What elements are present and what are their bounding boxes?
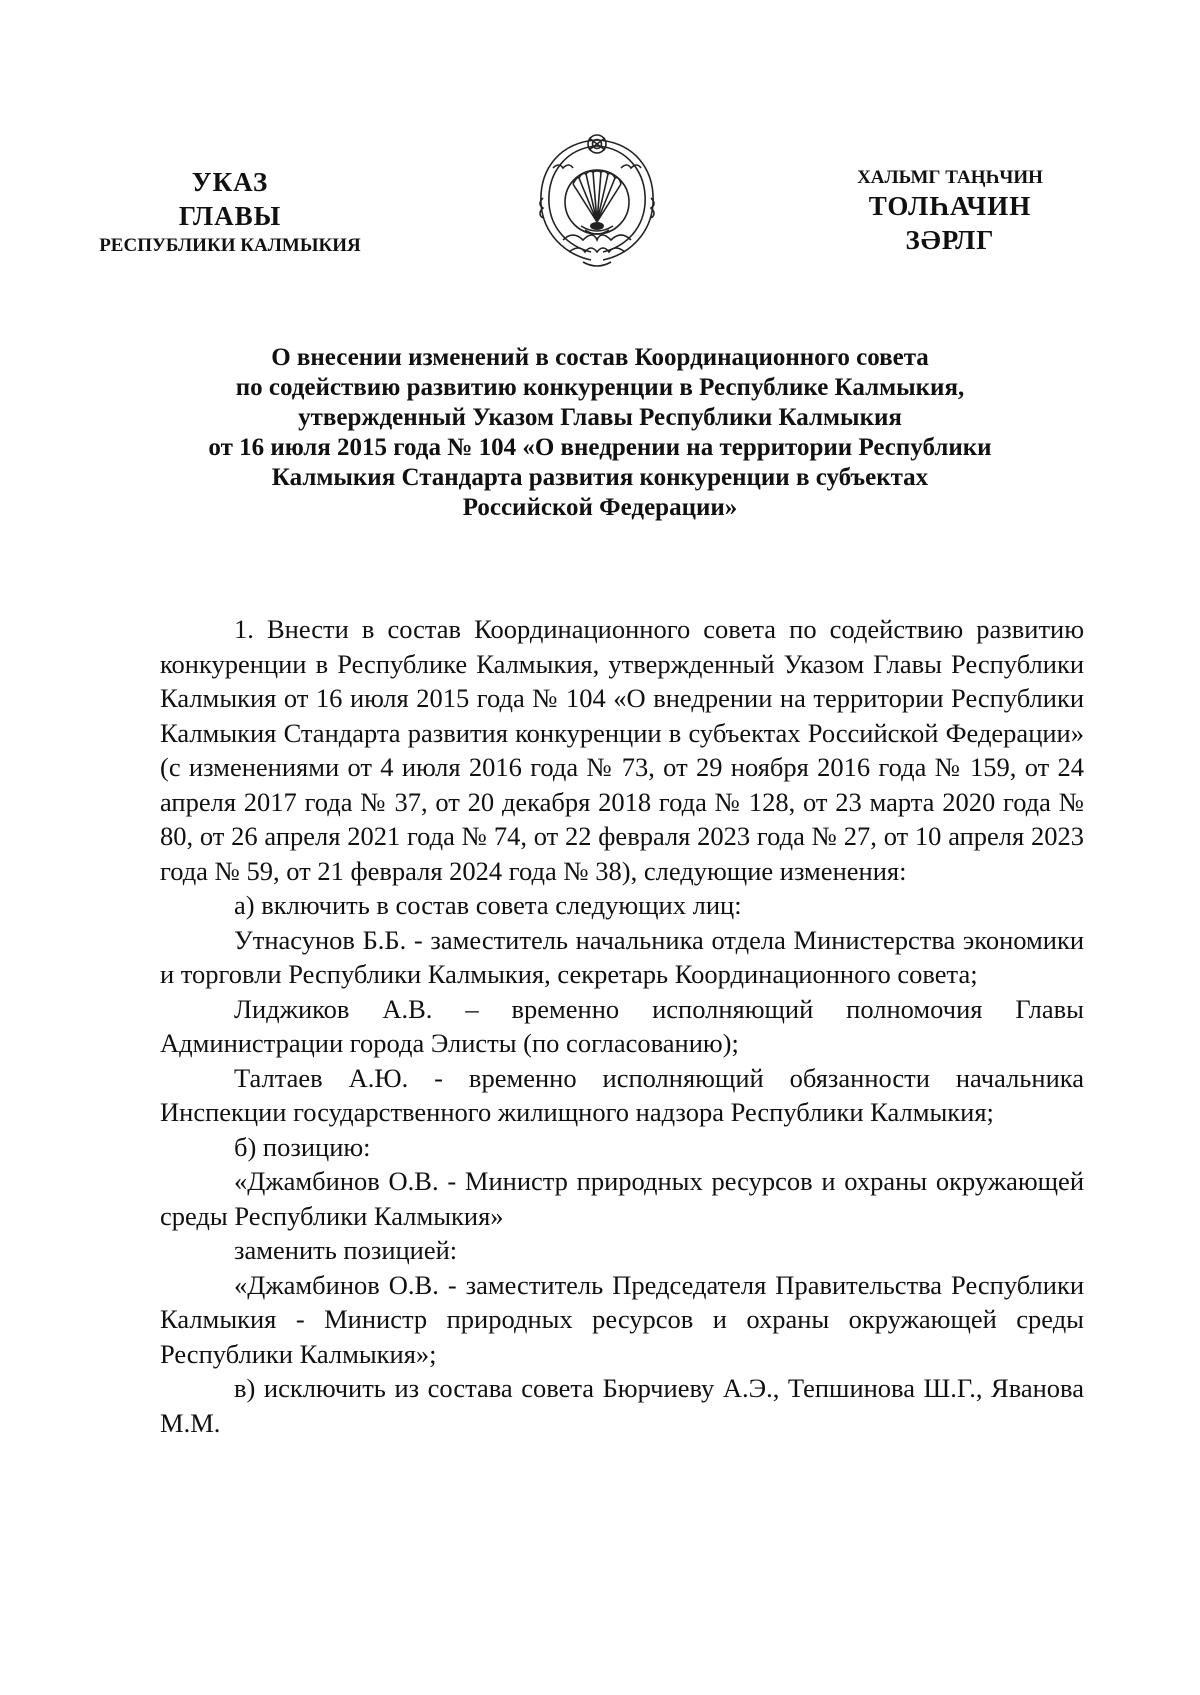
issuer-ru-line3: РЕСПУБЛИКИ КАЛМЫКИЯ: [99, 234, 361, 256]
paragraph-person-taltaev: Талтаев А.Ю. - временно исполняющий обязанности начальника Инспекции государственного жилищного надзора Республики Калмыкия;: [160, 1062, 1084, 1127]
title-line: Калмыкия Стандарта развития конкуренции в субъектах: [271, 464, 929, 491]
title-line: утвержденный Указом Главы Республики Калмыкия: [298, 404, 902, 431]
paragraph-person-utnasunov: Утнасунов Б.Б. - заместитель начальника отдела Министерства экономики и торговли Республики Калмыкия, секретарь Координационного совета;: [160, 924, 1084, 989]
title-line: О внесении изменений в состав Координационного совета: [271, 344, 929, 371]
title-line: Российской Федерации»: [462, 494, 738, 521]
issuer-russian: [70, 166, 390, 257]
title-line: по содействию развитию конкуренции в Республике Калмыкия,: [235, 374, 965, 401]
issuer-kalm-line1: ХАЛЬМГ ТАҢҺЧИН: [857, 167, 1043, 188]
issuer-ru-line1: УКАЗ: [191, 167, 269, 197]
paragraph-new-position: «Джамбинов О.В. - заместитель Председателя Правительства Республики Калмыкия - Министр природных ресурсов и охраны окружающей среды Республики Калмыкия»;: [160, 1269, 1084, 1369]
paragraph-old-position: «Джамбинов О.В. - Министр природных ресурсов и охраны окружающей среды Республики Калмыкия»: [160, 1166, 1084, 1231]
paragraph-item-a: а) включить в состав совета следующих лиц:: [234, 890, 742, 920]
paragraph-item-v: в) исключить из состава совета Бюрчиеву А.Э., Тепшинова Ш.Г., Яванова М.М.: [160, 1373, 1084, 1438]
issuer-kalm-line3: ЗӘРЛГ: [905, 224, 995, 255]
paragraph-person-lidzhikov: Лиджиков А.В. – временно исполняющий полномочия Главы Администрации города Элисты (по согласованию);: [160, 993, 1084, 1058]
paragraph-item-1: 1. Внести в состав Координационного совета по содействию развитию конкуренции в Республике Калмыкия, утвержденный Указом Главы Республики Калмыкия от 16 июля 2015 года № 104 «О внедрении на территории Республики Калмыкия Стандарта развития конкуренции в субъектах Российской Федерации» (с изменениями от 4 июля 2016 года № 73, от 29 ноября 2016 года № 159, от 24 апреля 2017 года № 37, от 20 декабря 2018 года № 128, от 23 марта 2020 года № 80, от 26 апреля 2021 года № 74, от 22 февраля 2023 года № 27, от 10 апреля 2023 года № 59, от 21 февраля 2024 года № 38), следующие изменения:: [160, 614, 1084, 886]
issuer-kalm-line2: ТОЛҺАЧИН: [868, 190, 1032, 221]
kalmykia-coat-of-arms-icon: [523, 128, 671, 276]
title-line: от 16 июля 2015 года № 104 «О внедрении на территории Республики: [208, 434, 992, 461]
issuer-ru-line2: ГЛАВЫ: [178, 200, 282, 231]
paragraph-replace-with: заменить позицией:: [234, 1235, 458, 1265]
decree-body: [160, 612, 1084, 1440]
paragraph-item-b: б) позицию:: [234, 1131, 371, 1162]
decree-title: [100, 343, 1100, 523]
issuer-kalmyk: [820, 166, 1080, 257]
